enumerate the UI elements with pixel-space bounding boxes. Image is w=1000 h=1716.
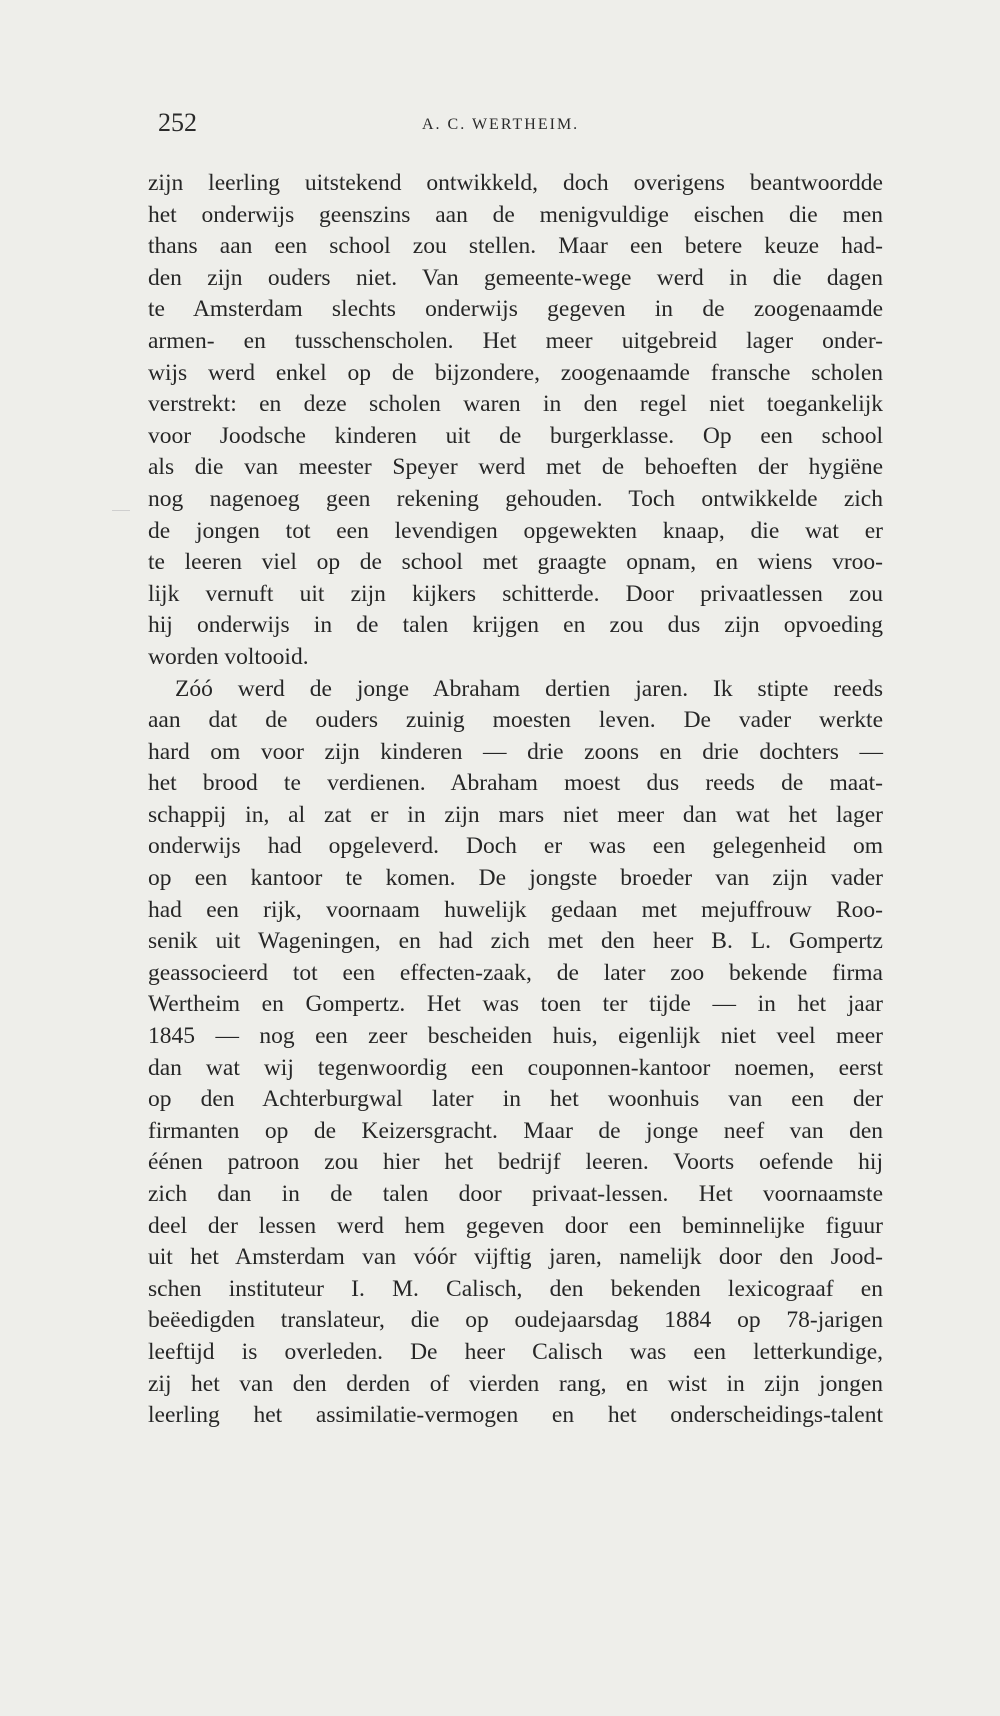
- text-line: onderwijs had opgeleverd. Doch er was een gelegenheid om: [148, 833, 883, 860]
- body-text: [148, 168, 883, 1432]
- running-head: A. C. WERTHEIM.: [422, 116, 580, 133]
- margin-mark: [112, 510, 130, 511]
- text-line: hard om voor zijn kinderen — drie zoons en drie dochters —: [148, 738, 883, 765]
- text-line: Wertheim en Gompertz. Het was toen ter tijde — in het jaar: [148, 991, 883, 1018]
- text-line: schen instituteur I. M. Calisch, den bekenden lexicograaf en: [148, 1275, 883, 1302]
- text-line: éénen patroon zou hier het bedrijf leeren. Voorts oefende hij: [148, 1149, 883, 1176]
- page-header: [158, 108, 878, 138]
- text-line: de jongen tot een levendigen opgewekten knaap, die wat er: [148, 517, 883, 544]
- text-line: firmanten op de Keizersgracht. Maar de jonge neef van den: [148, 1117, 883, 1144]
- text-line: te leeren viel op de school met graagte opnam, en wiens vroo-: [148, 549, 883, 576]
- text-line: op een kantoor te komen. De jongste broeder van zijn vader: [148, 865, 883, 892]
- text-line: dan wat wij tegenwoordig een couponnen-kantoor noemen, eerst: [148, 1054, 883, 1081]
- text-line: den zijn ouders niet. Van gemeente-wege werd in die dagen: [148, 264, 883, 291]
- text-line: armen- en tusschenscholen. Het meer uitgebreid lager onder-: [148, 327, 883, 354]
- text-line: senik uit Wageningen, en had zich met den heer B. L. Gompertz: [148, 928, 883, 955]
- text-line: had een rijk, voornaam huwelijk gedaan met mejuffrouw Roo-: [148, 896, 883, 923]
- text-line: zijn leerling uitstekend ontwikkeld, doch overigens beantwoordde: [148, 170, 883, 196]
- text-line: lijk vernuft uit zijn kijkers schitterde. Door privaatlessen zou: [148, 580, 883, 607]
- text-line: beëedigden translateur, die op oudejaarsdag 1884 op 78-jarigen: [148, 1307, 883, 1334]
- text-line: voor Joodsche kinderen uit de burgerklasse. Op een school: [148, 422, 883, 449]
- text-line: uit het Amsterdam van vóór vijftig jaren, namelijk door den Jood-: [148, 1244, 883, 1271]
- text-line: het brood te verdienen. Abraham moest dus reeds de maat-: [148, 770, 883, 797]
- text-line: deel der lessen werd hem gegeven door een beminnelijke figuur: [148, 1212, 883, 1239]
- text-line: op den Achterburgwal later in het woonhuis van een der: [148, 1086, 883, 1113]
- text-line: schappij in, al zat er in zijn mars niet meer dan wat het lager: [148, 801, 883, 828]
- text-line: zich dan in de talen door privaat-lessen. Het voornaamste: [148, 1181, 883, 1207]
- text-line: hij onderwijs in de talen krijgen en zou dus zijn opvoeding: [148, 612, 883, 639]
- text-line: thans aan een school zou stellen. Maar een betere keuze had-: [148, 233, 883, 260]
- text-line: worden voltooid.: [148, 643, 309, 670]
- text-line: leerling het assimilatie-vermogen en het onderscheidings-talent: [148, 1402, 883, 1429]
- text-line: te Amsterdam slechts onderwijs gegeven in de zoogenaamde: [148, 296, 883, 323]
- text-line: zij het van den derden of vierden rang, en wist in zijn jongen: [148, 1370, 883, 1397]
- text-line: als die van meester Speyer werd met de behoeften der hygiëne: [148, 454, 883, 481]
- page-number: 252: [158, 108, 197, 137]
- text-line: aan dat de ouders zuinig moesten leven. De vader werkte: [148, 707, 883, 734]
- text-line: nog nagenoeg geen rekening gehouden. Toch ontwikkelde zich: [148, 485, 883, 512]
- text-line: leeftijd is overleden. De heer Calisch was een letterkundige,: [148, 1338, 883, 1365]
- text-line: Zóó werd de jonge Abraham dertien jaren. Ik stipte reeds: [175, 675, 883, 702]
- text-line: wijs werd enkel op de bijzondere, zoogenaamde fransche scholen: [148, 359, 883, 386]
- text-line: geassocieerd tot een effecten-zaak, de later zoo bekende firma: [148, 959, 883, 986]
- text-line: 1845 — nog een zeer bescheiden huis, eigenlijk niet veel meer: [148, 1023, 883, 1050]
- text-line: het onderwijs geenszins aan de menigvuldige eischen die men: [148, 201, 883, 228]
- text-line: verstrekt: en deze scholen waren in den regel niet toegankelijk: [148, 391, 883, 418]
